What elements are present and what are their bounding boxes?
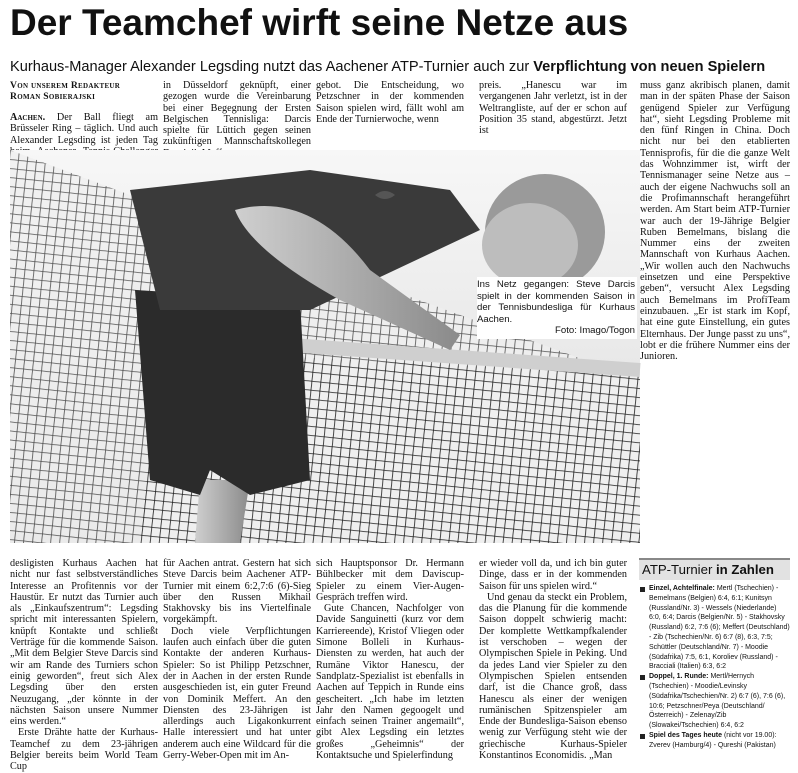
bullet-square-icon: [640, 734, 645, 739]
stats-row-singles: [639, 584, 790, 672]
stats-row-match-of-day: [639, 731, 790, 751]
headline: Der Teamchef wirft seine Netze aus: [10, 2, 629, 43]
subhead-emphasis: Verpflichtung von neuen Spielern: [533, 59, 766, 75]
column-3-bottom: [316, 558, 464, 762]
bullet-square-icon: [640, 675, 645, 680]
byline: [10, 80, 158, 103]
column-5: [640, 80, 790, 363]
column-2-bottom: [163, 558, 311, 762]
column-3-top-text: gebot. Die Entscheidung, wo Petzschner in der kommenden Saison spielen wird, fällt wohl am Ende der Turnierwoche, wenn: [316, 80, 464, 125]
stats-row-label: Doppel, 1. Runde:: [649, 673, 709, 681]
stats-row-text: (nicht vor 19.00): Zverev (Hamburg/4) - Qureshi (Pakistan): [649, 731, 777, 749]
column-3-bottom-p2: Gute Chancen, Nachfolger von Davide Sanguinetti (kurz vor dem Karriereende), Kristof Vliegen oder Simone Bolleli in Kurhaus-Diensten zu werden, hat auch der Rumäne Viktor Hanescu, der Sandplatz-Spezialist ist ebenfalls in Aachen auf Teppich in Runde eins gescheitert. „Ich habe im letzten Jahr den Namen gegoogelt und einfach seinen Trainer angemailt“, gibt Alex Legsding ein letztes großes „Geheimnis“ der Kontaktsuche und Spielerfindung: [316, 603, 464, 762]
column-2-top-text: in Düsseldorf geknüpft, einer gezogen wurde die Vereinbarung bei einer Begegnung der Ersten Belgischen Tennisliga: Darcis spielte für Lüttich gegen seinen zukünftigen Mannschaftskollegen: [163, 80, 311, 148]
column-2-bottom-p1: für Aachen antrat. Gestern hat sich Steve Darcis beim Aachener ATP-Turnier mit einem 6:2,7:6 (6)-Sieg über den Russen Mikhail Stakhovsky bis ins Viertelfinale vorgekämpft.: [163, 558, 311, 626]
column-1-bottom-p2: Erste Drähte hatte der Kurhaus-Teamchef zu dem 23-jährigen Belgier bereits beim World Team Cup: [10, 727, 158, 773]
subheadline: [10, 58, 790, 76]
column-1-bottom: [10, 558, 158, 773]
stats-title-prefix: ATP-Turnier: [642, 562, 717, 577]
column-5-text: muss ganz akribisch planen, damit man in der späten Phase der Saison genügend Spieler zur Verfügung hat“, sieht Legsding Probleme mit den fünf Ringen in China. Doch nicht nur bei den etablierten Tennisprofis, für die die ganze Welt das Wohnzimmer ist, wirft der Tennismanager seine Netze aus – auch der eigene Nachwuchs soll an die Profimannschaft herangeführt werden. Am Start beim ATP-Turnier war auch der 19-Jährige Belgier Ruben Bemelmans, bislang die Nummer eins der zweiten Mannschaft von Kurhaus Aachen. „Wir wollen auch den Nachwuchs einsetzen und eine Perspektive geben“, versucht Alex Legsding auch Bemelmans im ProfiTeam einzubauen. „Er ist stark im Kopf, hat eine gute Einstellung, ein gutes Elternhaus. Der Junge passt zu uns“, lobt er die frühere Nummer eins der Junioren.: [640, 80, 790, 363]
stats-box-body: [639, 580, 790, 751]
column-4-bottom-p2: Und genau da steckt ein Problem, das die Planung für die kommende Saison doppelt schwierig macht: Der komplette Wettkampfkalender ist verschoben – wegen der Olympischen Spiele in Peking. Und da jedes Land vier Spieler zu den Olympischen Spielen entsenden darf, ist die Chance groß, dass Hanescu als einer der wenigen rumänischen Spitzenspieler am Ende der Bundesliga-Saison ebenso wenig zur Verfügung steht wie der griechische Kurhaus-Spieler Konstantinos Economidis. „Man: [479, 591, 627, 762]
stats-row-label: Spiel des Tages heute: [649, 731, 723, 739]
photo-credit: Foto: Imago/Togon: [555, 325, 635, 337]
stats-row-label: Einzel, Achtelfinale:: [649, 585, 715, 592]
stats-row-doubles: [639, 672, 790, 731]
stats-title-emphasis: in Zahlen: [716, 562, 774, 577]
byline-author: Roman Sobierajski: [10, 91, 96, 103]
photo-caption: [477, 277, 637, 339]
column-2-bottom-p2: Doch viele Verpflichtungen laufen auch einfach über die guten Kontakte der anderen Kurhaus-Spieler: So ist Philipp Petzschner, der in Aachen in der ersten Runde ausgeschieden ist, ein guter Freund von Dominik Meffert. An den Diensten des 23-Jährigen ist allerdings auch Ligakonkurrent Halle interessiert und hat unter anderem auch eine Wildcard für die Gerry-Weber-Open mit im An-: [163, 625, 311, 762]
column-3-bottom-p1: sich Hauptsponsor Dr. Hermann Bühlbecker mit dem Daviscup-Spieler zu einem Vier-Augen-Gespräch treffen wird.: [316, 558, 464, 603]
column-3-top: [316, 80, 464, 150]
tennis-photo: [10, 150, 640, 543]
stats-box: [639, 558, 790, 749]
photo-illustration: [10, 150, 640, 543]
column-4-bottom-p1: er wieder voll da, und ich bin guter Dinge, dass er in der kommenden Saison für uns spielen wird.“: [479, 558, 627, 592]
column-4-bottom: [479, 558, 627, 762]
stats-row-text: Mertl (Tschechien) - Bemelmans (Belgien) 6:4, 6:1; Kunitsyn (Russland/Nr. 3) - Wessels (Niederlande) 6:0, 6:4; Darcis (Belgien/Nr. 5) - Stakhovsky (Russland) 6:2, 7:6 (6); Meffert (Deutschland) - Zib (Tschechien/Nr. 6) 6:7 (8), 6:3, 7:5; Schüttler (Deutschland/Nr. 7) - Moodie (Südafrika) 7:5, 6:1, Koroliev (Russland) - Bracciali (Italien) 6:3, 6:2: [649, 585, 790, 671]
stats-box-title: [639, 558, 790, 580]
intro-text: Der Ball fliegt am Brüsseler Ring – täglich. Und auch Alexander Legsding ist jeden Tag: [10, 112, 158, 146]
column-4-top-text: preis. „Hanescu war im vergangenen Jahr verletzt, ist in der Weltrangliste, auf der er schon auf Position 35 stand, abgestürzt. Jetzt ist: [479, 80, 627, 137]
caption-text: Ins Netz gegangen: Steve Darcis spielt in der kommenden Saison in der Tennisbundesliga für Kurhaus Aachen.: [477, 279, 635, 325]
subhead-lead: Kurhaus-Manager Alexander Legsding nutzt das Aachener ATP-Turnier auch zur: [10, 59, 534, 75]
bullet-square-icon: [640, 587, 645, 592]
byline-role: Von unserem Redakteur: [10, 80, 121, 91]
column-2-top: [163, 80, 311, 150]
stats-row-text: Mertl/Hernych (Tschechien) - Moodie/Levinsky (Südafrika/Tschechien/Nr. 2) 6:7 (6), 7:6 (6), 10:6; Petzschner/Peya (Deutschland/Österreich) - Zelenay/Zib (Slowakei/Tschechien) 6:4, 6:2: [649, 673, 786, 730]
column-1-bottom-p1: desligisten Kurhaus Aachen hat nicht nur fast selbstverständliches Interesse an Profitennis vor der Haustür. Er nutzt das Turnier auch als „Einkaufszentrum“: Legsding spricht mit interessanten Spielern, knüpft Kontakte und schließt Verträge für die kommende Saison. „Mit dem Belgier Steve Darcis sind wir am Rande des Turniers schon einig geworden“, freut sich Alex Legsding über den ersten Neuzugang, „der könnte in der nächsten Saison unsere Nummer eins werden.“: [10, 558, 158, 728]
column-4-top: [479, 80, 627, 150]
dateline: Aachen.: [10, 112, 46, 123]
